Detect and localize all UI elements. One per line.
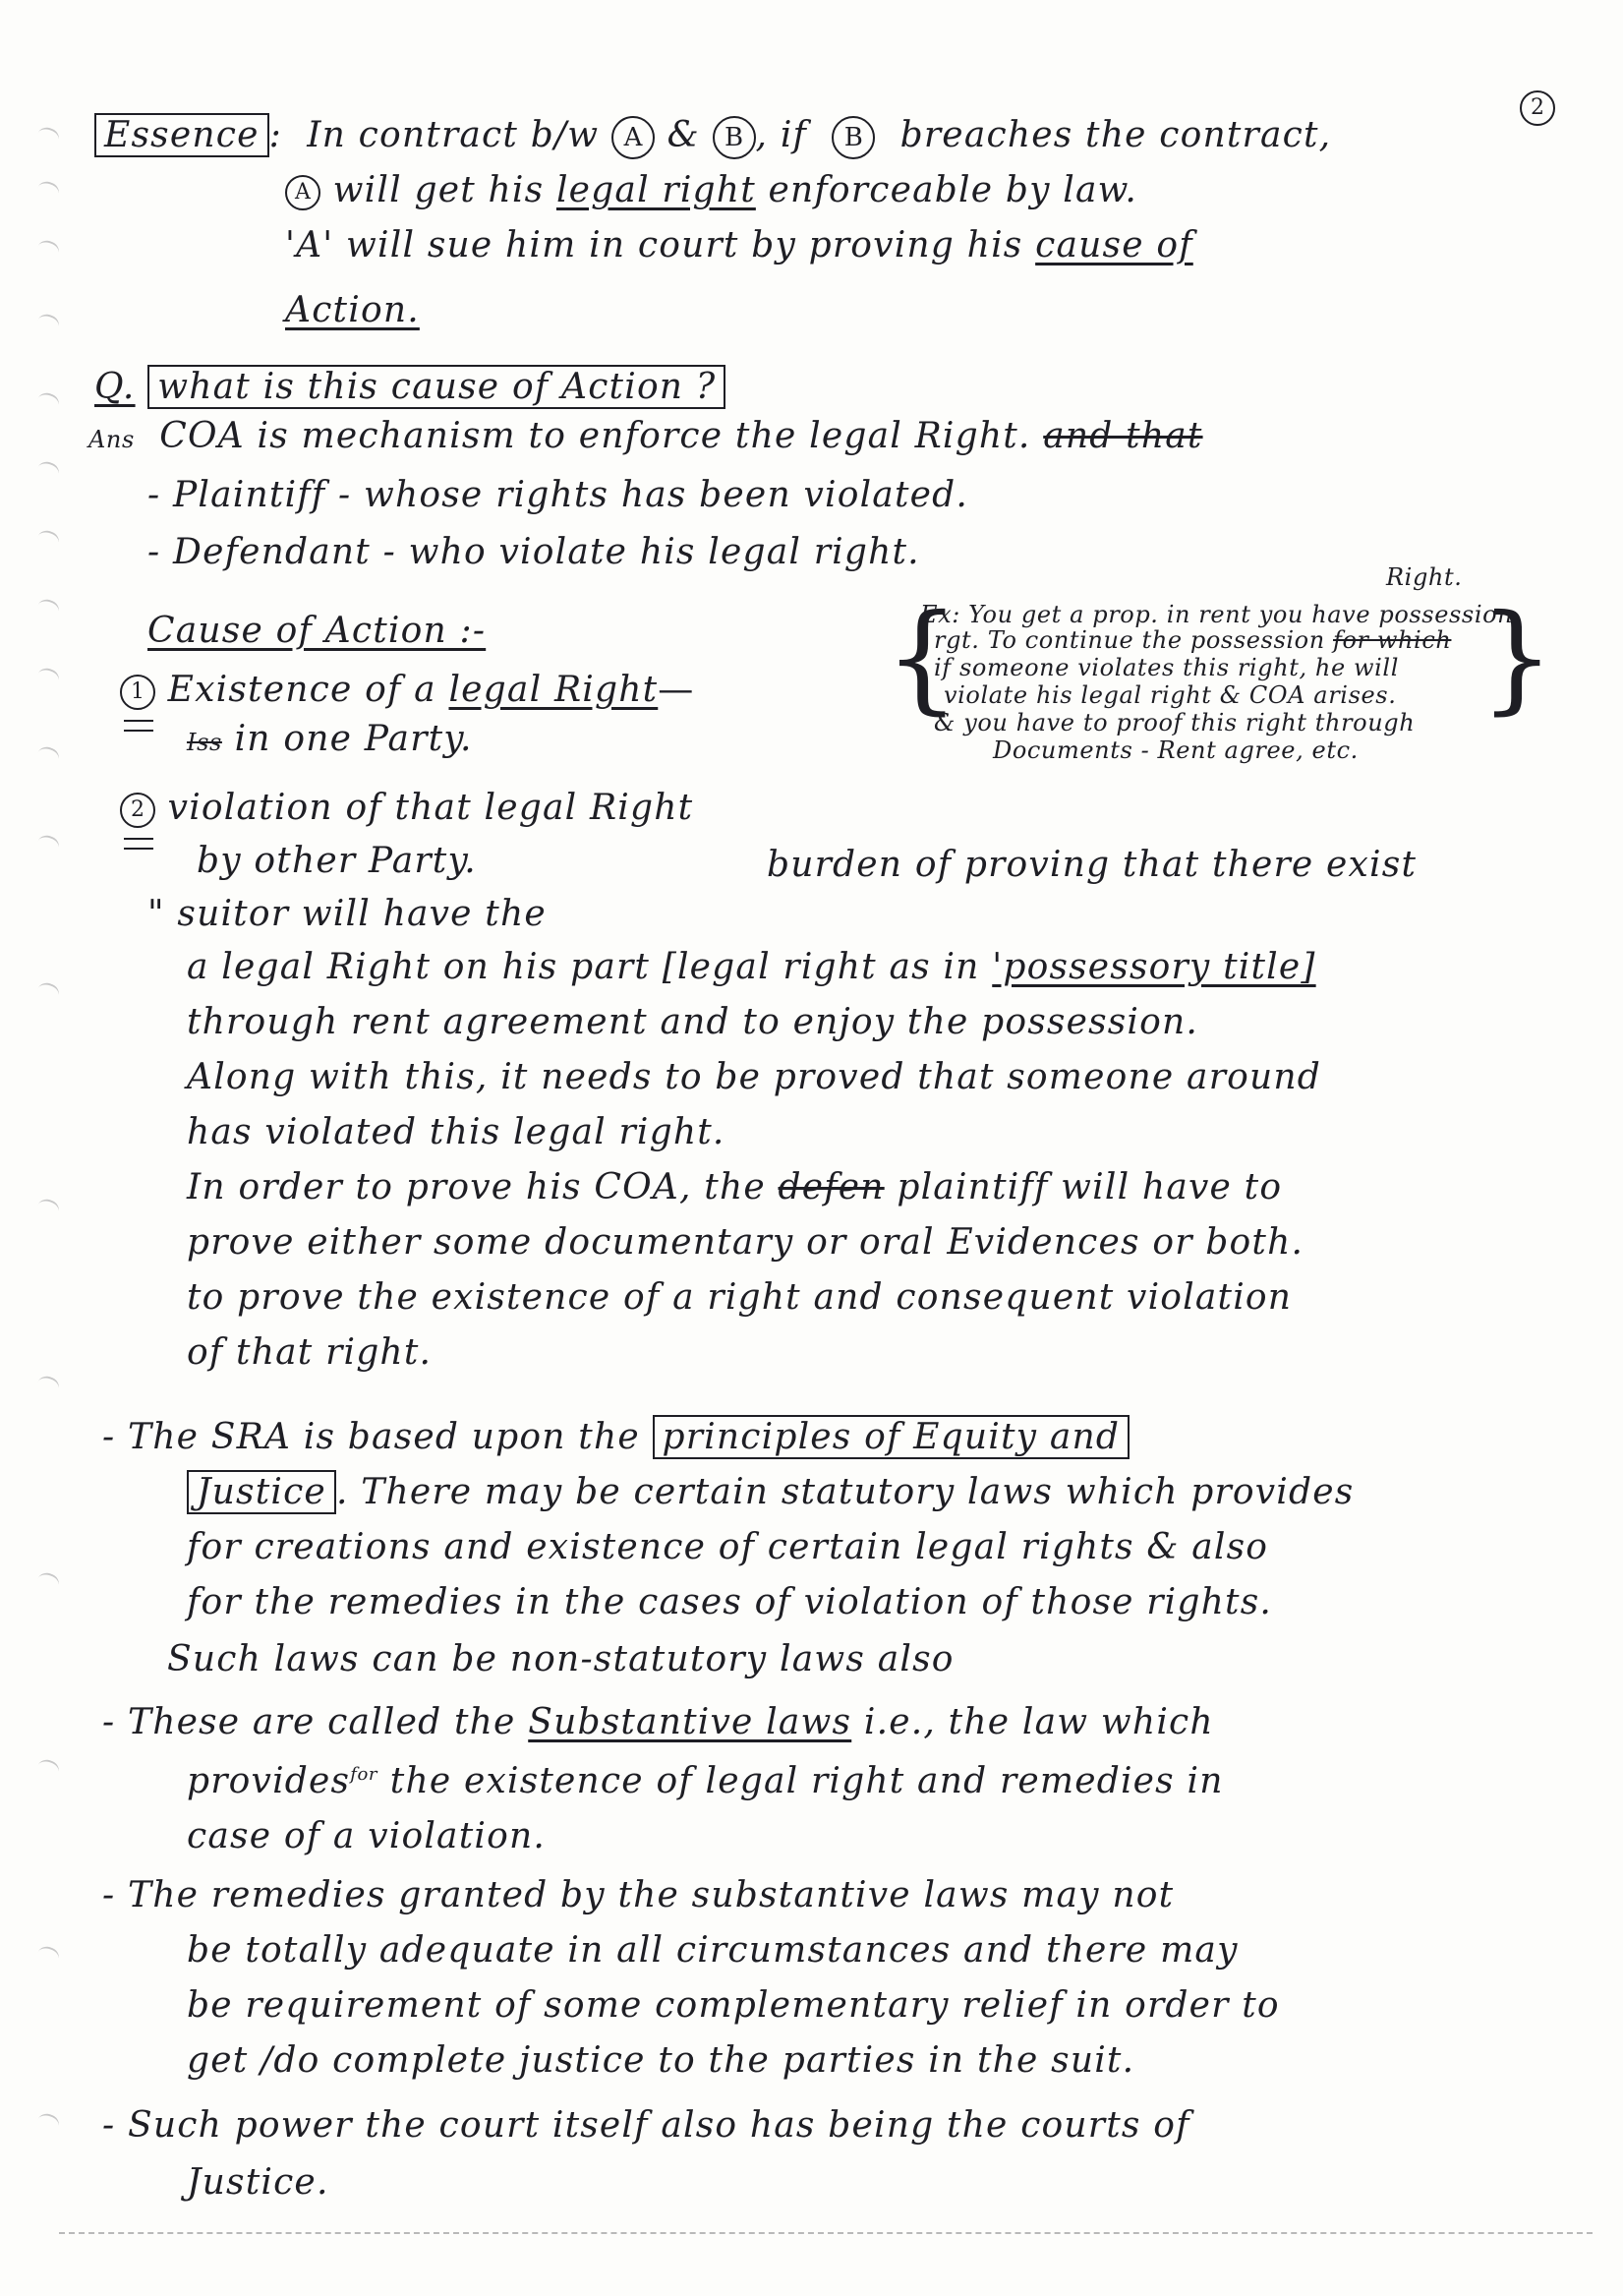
question-line: Q. what is this cause of Action ? <box>94 366 725 409</box>
para4-line-3: be requirement of some complementary relief in order to <box>187 1985 1280 2026</box>
para4-line-4: get /do complete justice to the parties in the suit. <box>187 2040 1135 2081</box>
bullet-defendant: - Defendant - who violate his legal right. <box>147 532 920 572</box>
coa-item-2-line-2: by other Party. <box>197 841 477 881</box>
para4-line-2: be totally adequate in all circumstances and there may <box>187 1930 1239 1971</box>
para3-line-3: case of a violation. <box>187 1816 546 1856</box>
notebook-page: 2 Essence : In contract b/w A & B , if B breaches the contract, A will get his legal right enforceable by law. 'A' will sue him in court by proving his cause of Action. Q. what is this cause of Action ? Ans COA is mechanism to enforce the legal Right. and that - Plaintiff - whose rights has been violated. - Defendant - who violate his legal right. Cause of Action :- 1 Existence of a legal Right— Iss in one Party. 2 violation of that legal Right by other Party. { } Right. Ex: You get a prop. in rent you have possession rgt. To continue the possession for which if someone violates this right, he will violate his legal right & COA arises. & you have to proof this right through Documents - Rent agree, etc. burden of proving that there exist " suitor will have the a legal Right on his part [legal right as in 'possessory title] through rent agreement and to enjoy the possession. Along with this, it needs to be proved that someone around has violated this legal right. In order to prove his COA, the defen plaintiff will have to prove either some documentary or oral Evidences or both. to prove the existence of a right and consequent violation of that right. - The SRA is based upon the principles of Equity and Justice . There may be certain statutory laws which provides for creations and existence of certain legal rights & also for the remedies in the cases of violation of those rights. Such laws can be non-statutory laws also - These are called the Substantive laws i.e., the law which provides$^{for}$ the existence of legal right and remedies in case of a violation. - The remedies granted by the substantive laws may not be totally adequate in all circumstances and there may be requirement of some complementary relief in order to get /do complete justice to the parties in the suit. - Such power the court itself also has being the courts of Justice. <box>0 0 1623 2296</box>
para4-line-6: Justice. <box>187 2162 329 2203</box>
side-note-line-1: Ex: You get a prop. in rent you have possession <box>920 601 1514 628</box>
para3-line-1: - These are called the Substantive laws i.e., the law which <box>102 1702 1214 1742</box>
para2-line-5: Such laws can be non-statutory laws also <box>167 1639 955 1679</box>
para4-line-5: - Such power the court itself also has being the courts of <box>102 2105 1190 2146</box>
essence-label: Essence <box>94 113 269 157</box>
para1-line-4: through rent agreement and to enjoy the possession. <box>187 1002 1199 1042</box>
page-number: 2 <box>1520 85 1555 128</box>
side-note-line-4: violate his legal right & COA arises. <box>944 681 1397 709</box>
para1-line-8: prove either some documentary or oral Evidences or both. <box>187 1222 1304 1263</box>
side-note-line-5: & you have to proof this right through <box>934 709 1416 736</box>
side-note-line-3: if someone violates this right, he will <box>934 654 1399 681</box>
question-box: what is this cause of Action ? <box>147 365 725 409</box>
bullet-plaintiff: - Plaintiff - whose rights has been violated. <box>147 475 969 515</box>
para2-line-2: Justice . There may be certain statutory laws which provides <box>187 1471 1354 1514</box>
para1-line-5: Along with this, it needs to be proved that someone around <box>187 1057 1322 1097</box>
para4-line-1: - The remedies granted by the substantive laws may not <box>102 1875 1175 1915</box>
para3-line-2: provides$^{for}$ the existence of legal right and remedies in <box>187 1761 1224 1801</box>
para1-line-6: has violated this legal right. <box>187 1112 725 1152</box>
para1-line-7: In order to prove his COA, the defen plaintiff will have to <box>187 1167 1283 1207</box>
para2-line-3: for creations and existence of certain legal rights & also <box>187 1527 1269 1567</box>
answer-line: Ans COA is mechanism to enforce the legal Right. and that <box>88 416 1203 456</box>
coa-item-1-line-2: Iss in one Party. <box>187 719 473 759</box>
coa-heading: Cause of Action :- <box>147 611 487 651</box>
side-note-right-label: Right. <box>1386 563 1463 591</box>
para1-line-1: burden of proving that there exist <box>767 845 1418 885</box>
para2-line-1: - The SRA is based upon the principles of Equity and <box>102 1416 1130 1459</box>
coa-item-1-line-1: 1 Existence of a legal Right— <box>120 669 694 712</box>
side-note-line-6: Documents - Rent agree, etc. <box>993 736 1359 764</box>
essence-line-4: Action. <box>285 290 420 330</box>
side-note-line-2: rgt. To continue the possession for which <box>934 626 1452 654</box>
para1-line-10: of that right. <box>187 1332 433 1373</box>
para1-line-9: to prove the existence of a right and consequent violation <box>187 1277 1293 1318</box>
essence-line-2: A will get his legal right enforceable by law. <box>285 169 1137 212</box>
essence-line-3: 'A' will sue him in court by proving his cause of <box>285 225 1193 265</box>
coa-item-2-line-1: 2 violation of that legal Right <box>120 787 693 830</box>
bottom-rule <box>59 2232 1593 2234</box>
para2-line-4: for the remedies in the cases of violation of those rights. <box>187 1582 1273 1622</box>
essence-line-1: Essence : In contract b/w A & B , if B breaches the contract, <box>94 114 1331 159</box>
para1-line-3: a legal Right on his part [legal right as in 'possessory title] <box>187 947 1316 987</box>
para1-line-2: " suitor will have the <box>147 894 547 934</box>
